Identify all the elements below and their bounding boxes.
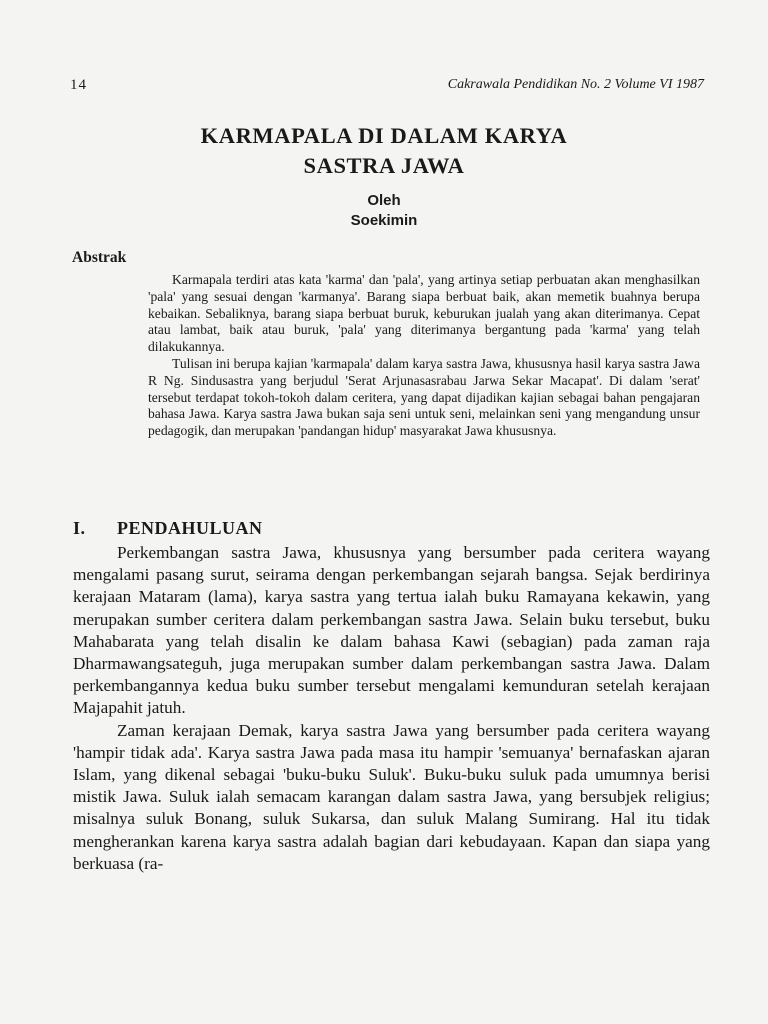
body-paragraph: Perkembangan sastra Jawa, khususnya yang bersumber pada ceritera wayang mengalami pasang surut, seirama dengan perkembangan sejarah bangsa. Sejak berdirinya kerajaan Mataram (lama), karya sastra yang tertua ialah buku Ramayana kekawin, yang merupakan sumber ceritera dalam perkembangan sastra Jawa. Selain buku tersebut, buku Mahabarata yang telah disalin ke dalam bahasa Kawi (sebagian) pada zaman raja Dharmawangsateguh, juga merupakan sumber dalam perkembangan sastra Jawa. Dalam perkembangannya kedua buku sumber tersebut mengalami kemunduran setelah kerajaan Majapahit jatuh. bbox=[73, 543, 710, 718]
abstract-paragraph: Tulisan ini berupa kajian 'karmapala' dalam karya sastra Jawa, khususnya hasil karya sastra Jawa R Ng. Sindusastra yang berjudul 'Serat Arjunasasrabau Jarwa Sekar Macapat'. Di dalam 'serat' tersebut terdapat tokoh-tokoh dalam ceritera, yang dapat dijadikan kajian sebagai bahan pengajaran bahasa Jawa. Karya sastra Jawa bukan saja seni untuk seni, melainkan seni yang mengandung unsur pedagogik, dan merupakan 'pandangan hidup' masyarakat Jawa khususnya. bbox=[148, 355, 700, 439]
main-body bbox=[73, 542, 710, 875]
title-line-2: SASTRA JAWA bbox=[303, 153, 465, 178]
abstract-paragraph: Karmapala terdiri atas kata 'karma' dan 'pala', yang artinya setiap perbuatan akan menghasilkan 'pala' yang sesuai dengan 'karmanya'. Barang siapa berbuat baik, akan memetik buahnya berupa kebaikan. Sebaliknya, barang siapa berbuat buruk, keburukan jualah yang akan diterimanya. Cepat atau lambat, baik atau buruk, 'pala' yang diterimanya bergantung pada 'karma' yang telah dilakukannya. bbox=[148, 272, 700, 355]
abstract-heading: Abstrak bbox=[72, 249, 127, 266]
article-title bbox=[0, 121, 768, 181]
abstract-body bbox=[148, 272, 700, 440]
section-title: PENDAHULUAN bbox=[117, 518, 263, 538]
byline-oleh: Oleh bbox=[367, 192, 401, 209]
running-head: Cakrawala Pendidikan No. 2 Volume VI 1987 bbox=[447, 77, 704, 92]
byline bbox=[0, 191, 768, 231]
body-paragraph: Zaman kerajaan Demak, karya sastra Jawa yang bersumber pada ceritera wayang 'hampir tidak ada'. Karya sastra Jawa pada masa itu hampir 'semuanya' bernafaskan ajaran Islam, yang dikenal sebagai 'buku-buku Suluk'. Buku-buku suluk pada umumnya berisi mistik Jawa. Suluk ialah semacam karangan dalam sastra Jawa, yang bersubjek religius; misalnya suluk Bonang, suluk Sukarsa, dan suluk Malang Sumirang. Hal itu tidak mengherankan karena karya sastra adalah bagian dari kebudayaan. Kapan dan siapa yang berkuasa (ra- bbox=[73, 720, 710, 873]
section-heading bbox=[73, 518, 263, 539]
section-number: I. bbox=[73, 518, 86, 538]
title-line-1: KARMAPALA DI DALAM KARYA bbox=[200, 123, 568, 148]
author-name: Soekimin bbox=[350, 212, 418, 229]
page-number: 14 bbox=[70, 77, 87, 93]
